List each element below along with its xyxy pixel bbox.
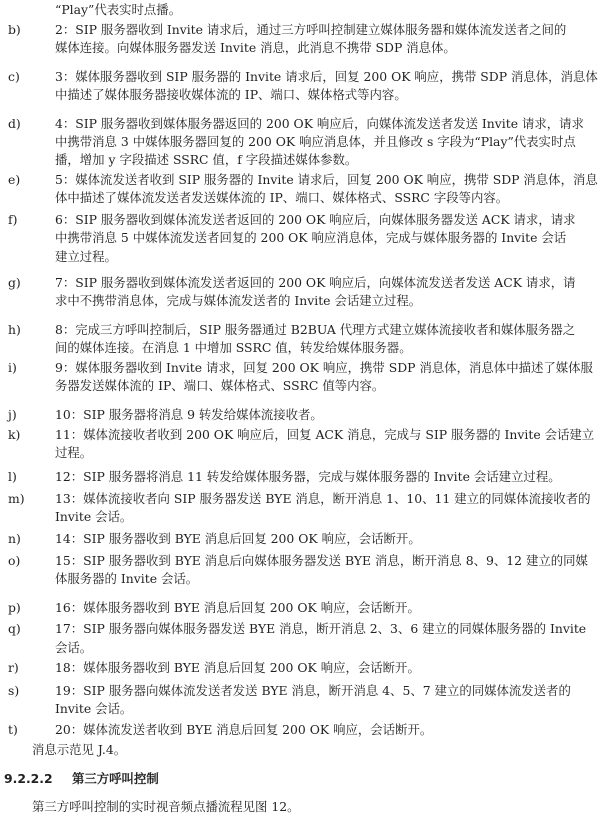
list-item-text: Invite 会话。 (55, 701, 133, 716)
list-item-text: 务器发送媒体流的 IP、端口、媒体格式、SSRC 值等内容。 (55, 378, 385, 393)
list-item-label: p) (8, 600, 21, 615)
list-item-text: 12：SIP 服务器将消息 11 转发给媒体服务器，完成与媒体服务器的 Invite 会话建立过程。 (55, 469, 561, 484)
list-item-text: 会话。 (55, 640, 93, 655)
list-item-label: n) (8, 531, 21, 546)
list-item-text: 2：SIP 服务器收到 Invite 请求后，通过三方呼叫控制建立媒体服务器和媒体流发送者之间的 (55, 22, 567, 37)
list-item-label: h) (8, 322, 21, 337)
list-item-text: 10：SIP 服务器将消息 9 转发给媒体流接收者。 (55, 407, 323, 422)
list-item-text: 9：媒体服务器收到 Invite 请求，回复 200 OK 响应，携带 SDP 消息体，消息体中描述了媒体服 (55, 360, 593, 375)
list-item-label: g) (8, 275, 21, 290)
list-item-label: i) (8, 360, 17, 375)
list-item-label: c) (8, 69, 20, 84)
list-item-text: 媒体连接。向媒体服务器发送 Invite 消息，此消息不携带 SDP 消息体。 (55, 40, 456, 55)
section-title: 第三方呼叫控制 (72, 771, 159, 786)
list-item-text: 16：媒体服务器收到 BYE 消息后回复 200 OK 响应，会话断开。 (55, 600, 420, 615)
list-item-text: 17：SIP 服务器向媒体服务器发送 BYE 消息，断开消息 2、3、6 建立的同媒体服务器的 Invite (55, 621, 587, 636)
list-item-text: 中携带消息 3 中媒体服务器回复的 200 OK 响应消息体，并且修改 s 字段为“Play”代表实时点 (55, 134, 576, 149)
list-item-text: 18：媒体服务器收到 BYE 消息后回复 200 OK 响应，会话断开。 (55, 660, 420, 675)
list-item-text: 5：媒体流发送者收到 SIP 服务器的 Invite 请求后，回复 200 OK 响应，携带 SDP 消息体，消息 (55, 172, 598, 187)
section-number: 9.2.2.2 (4, 771, 53, 786)
list-item-text: 中描述了媒体服务器接收媒体流的 IP、端口、媒体格式等内容。 (55, 87, 407, 102)
list-item-label: d) (8, 116, 21, 131)
list-item-label: f) (8, 212, 18, 227)
list-item-text: 14：SIP 服务器收到 BYE 消息后回复 200 OK 响应，会话断开。 (55, 531, 421, 546)
list-item-label: k) (8, 427, 21, 442)
list-item-label: r) (8, 660, 19, 675)
list-item-text: 过程。 (55, 445, 93, 460)
list-item-text: 求中不携带消息体，完成与媒体流发送者的 Invite 会话建立过程。 (55, 293, 422, 308)
list-item-text: 体服务器的 Invite 会话。 (55, 571, 199, 586)
list-item-text: Invite 会话。 (55, 509, 133, 524)
list-item-text: 间的媒体连接。在消息 1 中增加 SSRC 值，转发给媒体服务器。 (55, 340, 412, 355)
list-item-text: 19：SIP 服务器向媒体流发送者发送 BYE 消息，断开消息 4、5、7 建立的同媒体流发送者的 (55, 683, 571, 698)
list-item-label: t) (8, 722, 18, 737)
list-item-label: e) (8, 172, 21, 187)
list-item-label: j) (8, 407, 17, 422)
list-item-text: 13：媒体流接收者向 SIP 服务器发送 BYE 消息，断开消息 1、10、11 建立的同媒体流接收者的 (55, 491, 591, 506)
list-item-text: 4：SIP 服务器收到媒体服务器返回的 200 OK 响应后，向媒体流发送者发送 Invite 请求，请求 (55, 116, 584, 131)
document-page: “Play”代表实时点播。 b) 2：SIP 服务器收到 Invite 请求后，通过三方呼叫控制建立媒体服务器和媒体流发送者之间的 媒体连接。向媒体服务器发送 Invite 消息，此消息不携带 SDP 消息体。 c) 3：媒体服务器收到 SIP 服务器的 Invite 请求后，回复 200 OK 响应，携带 SDP 消息体，消息体 中描述了媒体服务器接收媒体流的 IP、端口、媒体格式等内容。 d) 4：SIP 服务器收到媒体服务器返回的 200 OK 响应后，向媒体流发送者发送 Invite 请求，请求 中携带消息 3 中媒体服务器回复的 200 OK 响应消息体，并且修改 s 字段为“Play”代表实时点 播，增加 y 字段描述 SSRC 值，f 字段描述媒体参数。 e) 5：媒体流发送者收到 SIP 服务器的 Invite 请求后，回复 200 OK 响应，携带 SDP 消息体，消息 体中描述了媒体流发送者发送媒体流的 IP、端口、媒体格式、SSRC 字段等内容。 f) 6：SIP 服务器收到媒体流发送者返回的 200 OK 响应后，向媒体服务器发送 ACK 请求，请求 中携带消息 5 中媒体流发送者回复的 200 OK 响应消息体，完成与媒体服务器的 Invite 会话 建立过程。 g) 7：SIP 服务器收到媒体流发送者返回的 200 OK 响应后，向媒体流发送者发送 ACK 请求，请 求中不携带消息体，完成与媒体流发送者的 Invite 会话建立过程。 h) 8：完成三方呼叫控制后，SIP 服务器通过 B2BUA 代理方式建立媒体流接收者和媒体服务器之 间的媒体连接。在消息 1 中增加 SSRC 值，转发给媒体服务器。 i) 9：媒体服务器收到 Invite 请求，回复 200 OK 响应，携带 SDP 消息体，消息体中描述了媒体服 务器发送媒体流的 IP、端口、媒体格式、SSRC 值等内容。 j) 10：SIP 服务器将消息 9 转发给媒体流接收者。 k) 11：媒体流接收者收到 200 OK 响应后，回复 ACK 消息，完成与 SIP 服务器的 Invite 会话建立 过程。 l) 12：SIP 服务器将消息 11 转发给媒体服务器，完成与媒体服务器的 Invite 会话建立过程。 m) 13：媒体流接收者向 SIP 服务器发送 BYE 消息，断开消息 1、10、11 建立的同媒体流接收者的 Invite 会话。 n) 14：SIP 服务器收到 BYE 消息后回复 200 OK 响应，会话断开。 o) 15：SIP 服务器收到 BYE 消息后向媒体服务器发送 BYE 消息，断开消息 8、9、12 建立的同媒 体服务器的 Invite 会话。 p) 16：媒体服务器收到 BYE 消息后回复 200 OK 响应，会话断开。 q) 17：SIP 服务器向媒体服务器发送 BYE 消息，断开消息 2、3、6 建立的同媒体服务器的 Invite 会话。 r) 18：媒体服务器收到 BYE 消息后回复 200 OK 响应，会话断开。 s) 19：SIP 服务器向媒体流发送者发送 BYE 消息，断开消息 4、5、7 建立的同媒体流发送者的 Invite 会话。 t) 20：媒体流发送者收到 BYE 消息后回复 200 OK 响应，会话断开。 消息示范见 J.4。 9.2.2.2 第三方呼叫控制 第三方呼叫控制的实时视音频点播流程见图 12。 (4, 2, 598, 814)
list-item-text: 7：SIP 服务器收到媒体流发送者返回的 200 OK 响应后，向媒体流发送者发送 ACK 请求，请 (55, 275, 576, 290)
list-item-label: b) (8, 22, 21, 37)
list-item-label: o) (8, 553, 21, 568)
list-item-text: 建立过程。 (55, 249, 117, 264)
list-item-text: 11：媒体流接收者收到 200 OK 响应后，回复 ACK 消息，完成与 SIP 服务器的 Invite 会话建立 (55, 427, 595, 442)
list-item-label: q) (8, 621, 21, 636)
list-item-text: 8：完成三方呼叫控制后，SIP 服务器通过 B2BUA 代理方式建立媒体流接收者和媒体服务器之 (55, 322, 576, 337)
list-item-text: 播，增加 y 字段描述 SSRC 值，f 字段描述媒体参数。 (55, 152, 358, 167)
list-item-label: m) (8, 491, 25, 506)
list-item-text: 6：SIP 服务器收到媒体流发送者返回的 200 OK 响应后，向媒体服务器发送 ACK 请求，请求 (55, 212, 576, 227)
list-item-text: 中携带消息 5 中媒体流发送者回复的 200 OK 响应消息体，完成与媒体服务器的 Invite 会话 (55, 230, 567, 245)
list-item-text: 3：媒体服务器收到 SIP 服务器的 Invite 请求后，回复 200 OK 响应，携带 SDP 消息体，消息体 (55, 69, 598, 84)
list-item-label: l) (8, 469, 17, 484)
list-item-text: 20：媒体流发送者收到 BYE 消息后回复 200 OK 响应，会话断开。 (55, 722, 433, 737)
list-item-text: 体中描述了媒体流发送者发送媒体流的 IP、端口、媒体格式、SSRC 字段等内容。 (55, 190, 509, 205)
list-item-text: 15：SIP 服务器收到 BYE 消息后向媒体服务器发送 BYE 消息，断开消息 8、9、12 建立的同媒 (55, 553, 588, 568)
list-item-label: s) (8, 683, 20, 698)
